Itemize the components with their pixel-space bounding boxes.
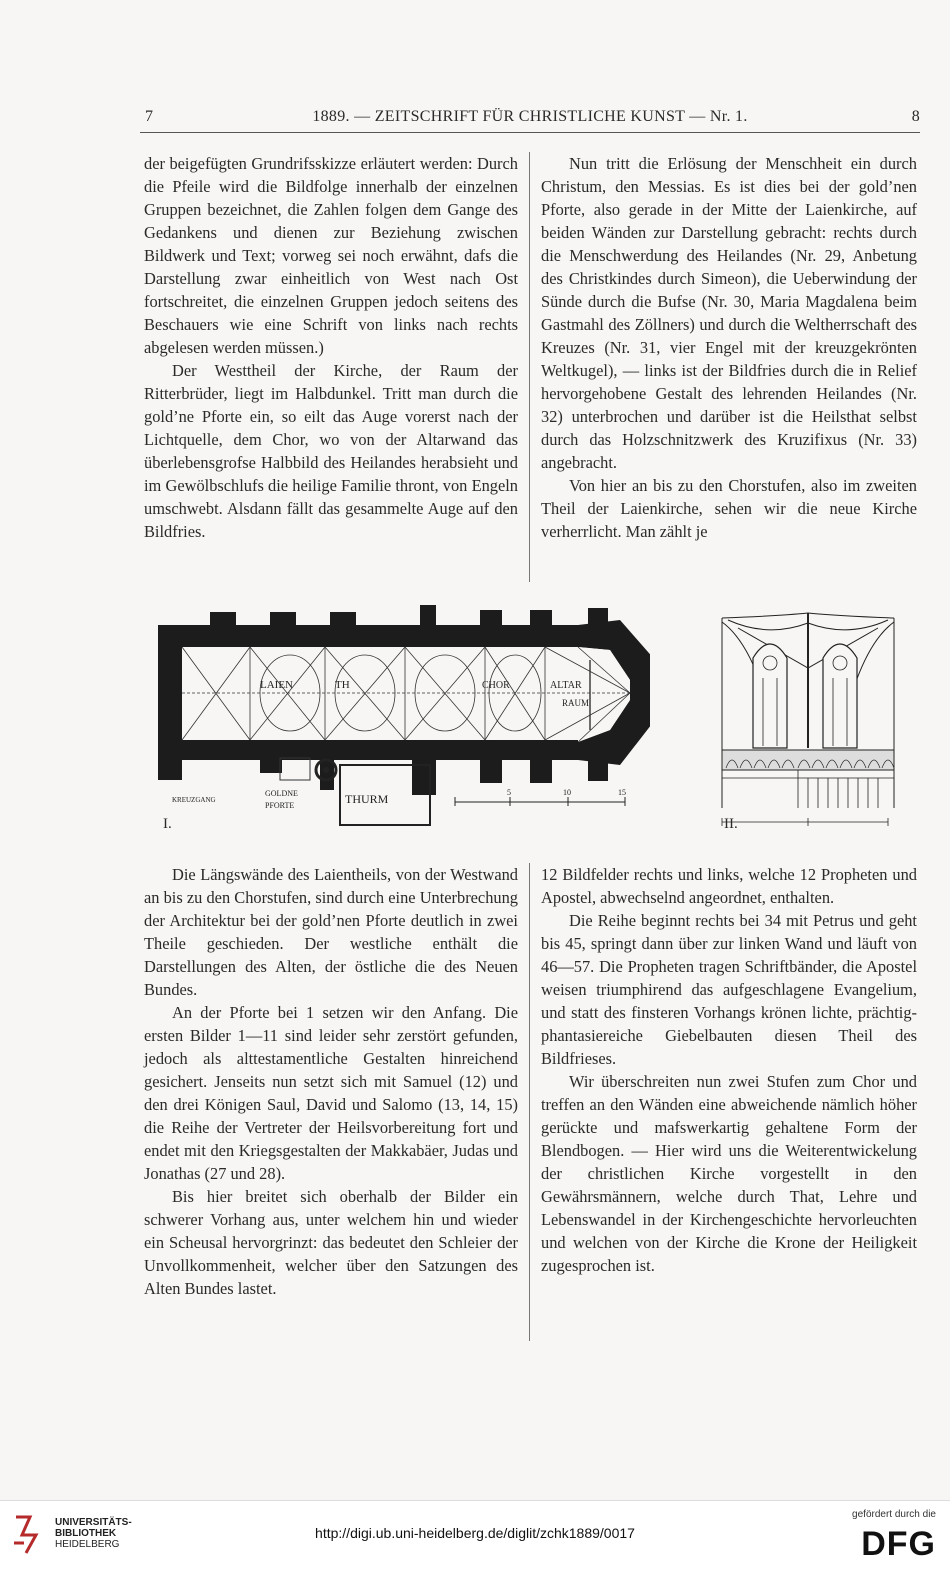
paragraph: Die Längswände des Laientheils, von der Westwand an bis zu den Chorstufen, sind durch eine Unterbrechung der Architektur bei der gold’nen Pforte deutlich in zwei Theile geschieden. Der westliche enthält die Darstellungen des Alten, der östliche die des Neuen Bundes. — [144, 865, 518, 999]
dfg-logo — [836, 1507, 936, 1563]
paragraph: Von hier an bis zu den Chorstufen, also im zweiten Theil der Laienkirche, sehen wir die neue Kirche verherrlicht. Man zählt je — [541, 476, 917, 541]
figure-ground-plan — [150, 600, 650, 830]
library-name-line: UNIVERSITÄTS- — [55, 1517, 132, 1528]
library-name-line: BIBLIOTHEK — [55, 1528, 117, 1539]
header-rule — [140, 132, 920, 133]
label-kreuzgang: KREUZGANG — [172, 796, 216, 804]
column-divider — [529, 863, 530, 1341]
wall-elevation-drawing — [718, 608, 898, 828]
dfg-wordmark: DFG — [861, 1525, 936, 1563]
label-laien: LAIEN — [260, 679, 293, 691]
label-goldne: GOLDNE — [265, 789, 298, 798]
journal-title: 1889. — ZEITSCHRIFT FÜR CHRISTLICHE KUNST — Nr. 1. — [312, 108, 748, 125]
column-top-right — [541, 152, 917, 543]
paragraph: Der Westtheil der Kirche, der Raum der Ritterbrüder, liegt im Halbdunkel. Tritt man durch die gold’ne Pforte ein, so eilt das Auge vorerst nach der Lichtquelle, dem Chor, wo von der Altarwand das überlebensgrofse Halbbild des Heilandes herabsieht und im Gewölbschlufs die heilige Familie thront, von Engeln umschwebt. Alsdann fällt das gesammelte Auge auf den Bildfries. — [144, 361, 518, 541]
source-url-link[interactable]: http://digi.ub.uni-heidelberg.de/diglit/zchk1889/0017 — [315, 1525, 635, 1541]
paragraph: 12 Bildfelder rechts und links, welche 12 Propheten und Apostel, abwechselnd angeordnet, enthalten. — [541, 865, 917, 907]
paragraph: Bis hier breitet sich oberhalb der Bilder ein schwerer Vorhang aus, unter welchem hin und wieder ein Scheusal hervorgrinzt: das bedeutet den Schleier der Unvollkommenheit, welcher über den Satzungen des Alten Bundes lastet. — [144, 1187, 518, 1298]
column-bottom-left — [144, 863, 518, 1300]
paragraph: Die Reihe beginnt rechts bei 34 mit Petrus und geht bis 45, springt dann über zur linken Wand und läuft von 46—57. Die Propheten tragen Schriftbänder, die Apostel weisen triumphirend das aufgeschlagene Evangelium, und statt des finsteren Vorhangs krönen lichte, prächtig-phantasiereiche Giebelbauten diesen Theil des Bildfrieses. — [541, 911, 917, 1068]
paragraph: An der Pforte bei 1 setzen wir den Anfang. Die ersten Bilder 1—11 sind leider sehr zerstört gefunden, jedoch als alttestamentliche Gestalten hinreichend gesichert. Jenseits nun setzt sich mit Samuel (12) und den drei Königen Saul, David und Salomo (13, 14, 15) die Reihe der Vertreter der Heilsvorbereitung fort und endet mit den Kriegsgestalten der Makkabäer, Judas und Jonathas (27 und 28). — [144, 1003, 518, 1183]
paragraph: der beigefügten Grundrifsskizze erläutert werden: Durch die Pfeile wird die Bildfolge innerhalb der einzelnen Gruppen bezeichnet, die Zahlen folgen dem Gange des Gedankens und dienen zur Beziehung zwischen Bildwerk und Text; vorweg sei noch erwähnt, dafs die Darstellung zwar einheitlich von West nach Ost fortschreitet, die einzelnen Gruppen jedoch seitens des Beschauers wie eine Schrift von links nach rechts abgelesen werden müssen.) — [144, 154, 518, 357]
scale-label: 15 — [618, 788, 626, 797]
label-raum: RAUM — [562, 698, 590, 708]
library-name-line: HEIDELBERG — [55, 1539, 120, 1550]
column-bottom-right — [541, 863, 917, 1277]
figure-number-2: II. — [724, 816, 738, 832]
figure-number-1: I. — [163, 816, 172, 832]
running-header — [140, 108, 920, 130]
ground-plan-drawing — [150, 600, 650, 830]
column-divider — [529, 152, 530, 582]
paragraph: Nun tritt die Erlösung der Menschheit ein durch Christum, den Messias. Es ist dies bei der gold’nen Pforte, also gerade in der Mitte der Laienkirche, auf beiden Wänden zur Darstellung gebracht: rechts durch die Menschwerdung des Heilandes (Nr. 29, Anbetung des Christkindes durch Simeon), die Ueberwindung der Sünde durch die Bufse (Nr. 30, Maria Magdalena beim Gastmahl des Zöllners) und durch die Weltherrschaft des Kreuzes (Nr. 31, vier Engel mit der kreuzgekrönten Weltkugel), — links ist der Bildfries durch die in Relief hervorgehobene Gestalt des lehrenden Heilandes (Nr. 32) unterbrochen und darüber ist die Heilsthat selbst durch das Holzschnitzwerk des Kruzifixus (Nr. 33) angebracht. — [541, 154, 917, 472]
column-top-left — [144, 152, 518, 543]
label-thurm: THURM — [345, 792, 389, 806]
paragraph: Wir überschreiten nun zwei Stufen zum Chor und treffen an den Wänden eine abweichende nämlich höher gerückte und mafswerkartig gehaltene Form der Blendbogen. — Hier wird uns die Weiterentwickelung der christlichen Kirche vorgestellt in den Gewährsmännern, welche durch That, Lehre und Lebenswandel in der Kirchengeschichte hervorleuchten und welchen von der Kirche die Krone der Heiligkeit zugesprochen ist. — [541, 1072, 917, 1275]
page-number-right: 8 — [911, 108, 920, 125]
label-pforte: PFORTE — [265, 801, 295, 810]
page-number-left: 7 — [145, 108, 154, 125]
digitization-footer — [0, 1500, 950, 1569]
funded-by-text: gefördert durch die — [852, 1509, 936, 1520]
label-th: TH — [335, 679, 350, 691]
figure-wall-elevation — [718, 608, 898, 828]
scale-label: 5 — [507, 788, 511, 797]
label-chor: CHOR — [482, 680, 510, 691]
label-altar: ALTAR — [550, 680, 582, 691]
scale-label: 10 — [563, 788, 571, 797]
